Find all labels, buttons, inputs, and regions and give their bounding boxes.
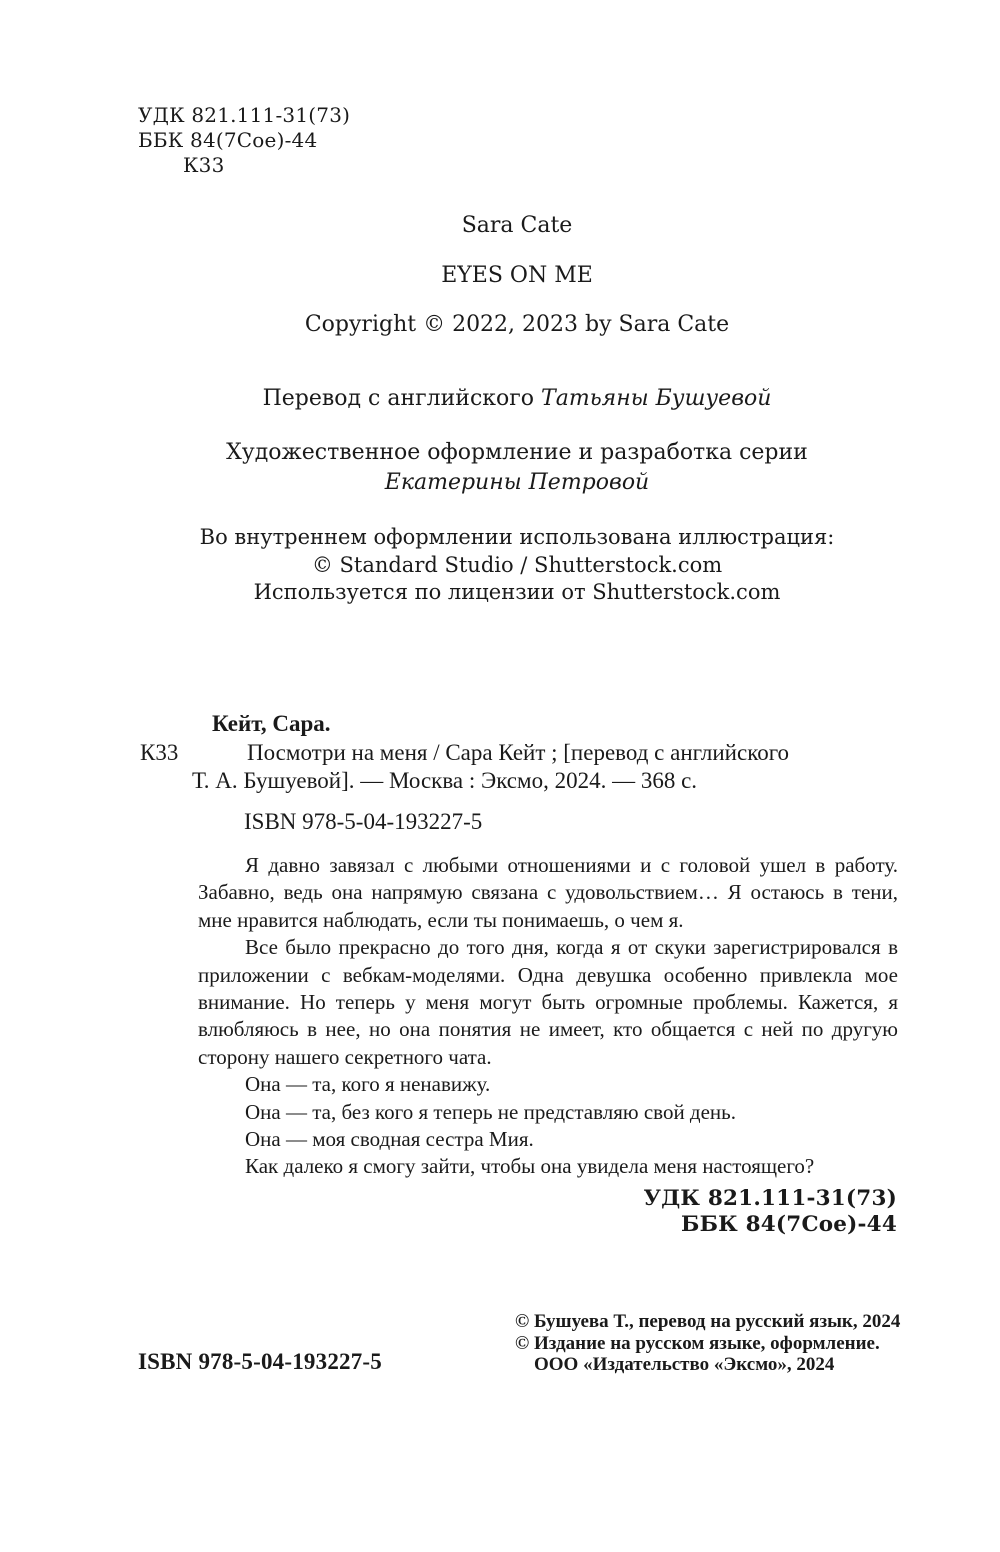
- bbk-number-bottom: ББК 84(7Сое)-44: [681, 1212, 897, 1237]
- annotation-paragraph-2: Все было прекрасно до того дня, когда я от скуки зарегистрировался в приложении с вебкам-моделями. Одна девушка особенно привлекла мое внимание. Но теперь у меня могут быть огромные проблемы. Кажется, я влюбляюсь в нее, но она понятия не имеет, кто общается с ней по другую сторону нашего секретного чата.: [198, 935, 898, 1069]
- isbn-footer: ISBN 978-5-04-193227-5: [138, 1349, 382, 1374]
- annotation-line-day: Она — та, без кого я теперь не представляю свой день.: [245, 1099, 736, 1124]
- original-title: EYES ON ME: [441, 263, 593, 288]
- card-isbn: ISBN 978-5-04-193227-5: [244, 809, 483, 834]
- author-sign-index: К33: [183, 153, 225, 177]
- credit-edition: © Издание на русском языке, оформление.: [515, 1332, 880, 1354]
- annotation: [198, 852, 898, 1181]
- annotation-paragraph-1: Я давно завязал с любыми отношениями и с головой ушел в работу. Забавно, ведь она напрямую связана с удовольствием… Я остаюсь в тени, мне нравится наблюдать, если ты понимаешь, о чем я.: [198, 853, 898, 932]
- annotation-line-question: Как далеко я смогу зайти, чтобы она увидела меня настоящего?: [245, 1154, 815, 1179]
- credit-publisher: ООО «Издательство «Эксмо», 2024: [534, 1354, 835, 1375]
- translator-name: Татьяны Бушуевой: [541, 386, 772, 411]
- annotation-line-sister: Она — моя сводная сестра Мия.: [245, 1127, 534, 1152]
- illustration-credit-line3: Используется по лицензии от Shutterstock.com: [253, 580, 781, 604]
- illustration-credit-line2: © Standard Studio / Shutterstock.com: [311, 552, 723, 577]
- card-title-line1: Посмотри на меня / Сара Кейт ; [перевод с английского: [247, 740, 790, 765]
- udk-number-bottom: УДК 821.111-31(73): [643, 1186, 897, 1211]
- classification-block: [138, 103, 350, 178]
- illustration-credit-line1: Во внутреннем оформлении использована иллюстрация:: [199, 525, 835, 549]
- card-author: Кейт, Сара.: [212, 711, 331, 736]
- illustration-credit: [137, 524, 897, 607]
- udk-number: УДК 821.111-31(73): [138, 103, 351, 127]
- card-index: К33: [140, 740, 179, 765]
- design-credit: [137, 438, 897, 498]
- classification-block-bottom: [497, 1186, 897, 1238]
- original-author: Sara Cate: [461, 213, 573, 238]
- designer-name: Екатерины Петровой: [384, 470, 650, 495]
- credit-translation: © Бушуева Т., перевод на русский язык, 2024: [515, 1311, 901, 1332]
- translation-credit-prefix: Перевод с английского: [262, 386, 542, 411]
- copyright-credits: [515, 1311, 900, 1376]
- annotation-line-hate: Она — та, кого я ненавижу.: [245, 1072, 491, 1097]
- design-credit-line: Художественное оформление и разработка серии: [226, 440, 808, 465]
- bbk-number: ББК 84(7Сое)-44: [138, 128, 318, 152]
- original-copyright: Copyright © 2022, 2023 by Sara Cate: [304, 312, 730, 337]
- card-title-line2: Т. А. Бушуевой]. — Москва : Эксмо, 2024. — 368 с.: [192, 768, 698, 793]
- translation-credit: [137, 386, 897, 411]
